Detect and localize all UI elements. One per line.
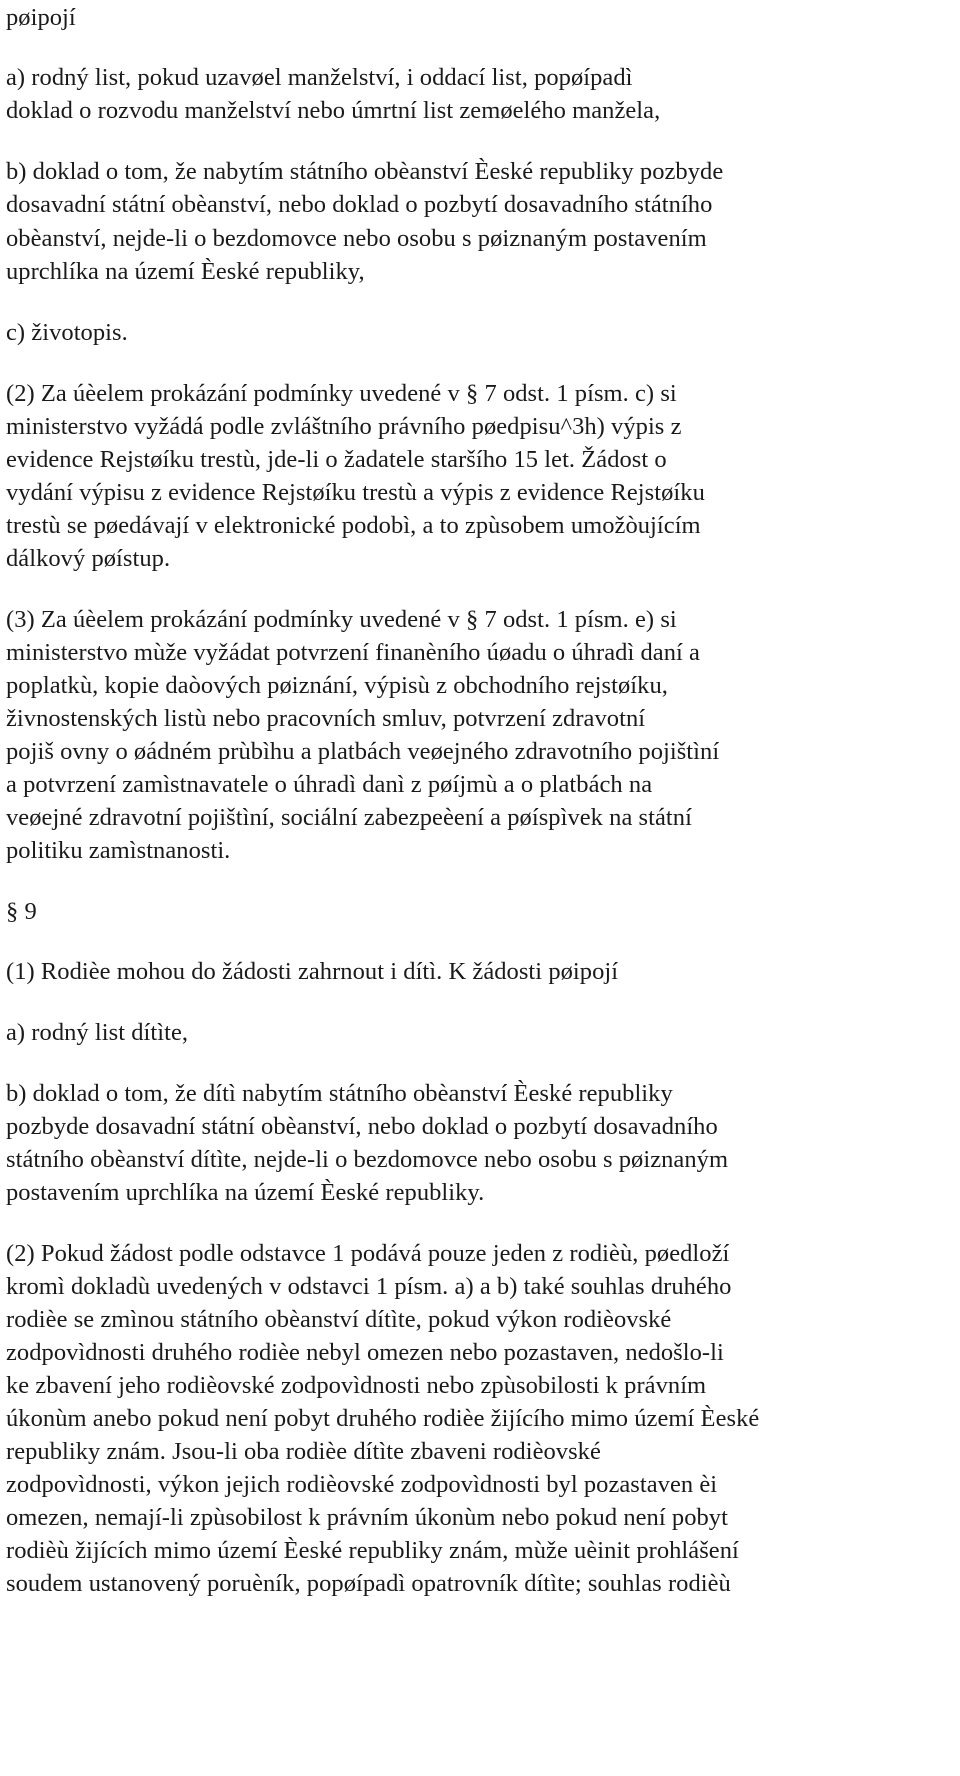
text-line: (3) Za úèelem prokázání podmínky uvedené v § 7 odst. 1 písm. e) si <box>6 606 677 633</box>
text-line: omezen, nemají-li zpùsobilost k právním úkonùm nebo pokud není pobyt <box>6 1504 728 1531</box>
text-line: doklad o rozvodu manželství nebo úmrtní list zemøelého manžela, <box>6 97 661 124</box>
text-line: (1) Rodièe mohou do žádosti zahrnout i dítì. K žádosti pøipojí <box>6 958 619 985</box>
text-line: úkonùm anebo pokud není pobyt druhého rodièe žijícího mimo území Èeské <box>6 1405 760 1432</box>
text-line: vydání výpisu z evidence Rejstøíku trestù a výpis z evidence Rejstøíku <box>6 479 705 506</box>
text-line: (2) Pokud žádost podle odstavce 1 podává pouze jeden z rodièù, pøedloží <box>6 1240 730 1267</box>
text-line: obèanství, nejde-li o bezdomovce nebo osobu s pøiznaným postavením <box>6 225 707 252</box>
text-line: ministerstvo vyžádá podle zvláštního právního pøedpisu^3h) výpis z <box>6 413 682 440</box>
text-line: a) rodný list dítìte, <box>6 1019 189 1046</box>
text-line: kromì dokladù uvedených v odstavci 1 písm. a) a b) také souhlas druhého <box>6 1273 732 1300</box>
text-line: pozbyde dosavadní státní obèanství, nebo doklad o pozbytí dosavadního <box>6 1113 718 1140</box>
text-line: evidence Rejstøíku trestù, jde-li o žadatele staršího 15 let. Žádost o <box>6 446 667 473</box>
text-line: rodièe se zmìnou státního obèanství dítìte, pokud výkon rodièovské <box>6 1306 672 1333</box>
text-line: živnostenských listù nebo pracovních smluv, potvrzení zdravotní <box>6 705 646 732</box>
text-line: uprchlíka na území Èeské republiky, <box>6 258 365 285</box>
text-line: ministerstvo mùže vyžádat potvrzení finanèního úøadu o úhradì daní a <box>6 639 700 666</box>
text-line: zodpovìdnosti, výkon jejich rodièovské zodpovìdnosti byl pozastaven èi <box>6 1471 718 1498</box>
text-line: dosavadní státní obèanství, nebo doklad o pozbytí dosavadního státního <box>6 191 713 218</box>
text-line: veøejné zdravotní pojištìní, sociální zabezpeèení a pøíspìvek na státní <box>6 804 692 831</box>
text-line: b) doklad o tom, že dítì nabytím státního obèanství Èeské republiky <box>6 1080 673 1107</box>
text-line: a) rodný list, pokud uzavøel manželství, i oddací list, popøípadì <box>6 64 633 91</box>
text-line: rodièù žijících mimo území Èeské republiky znám, mùže uèinit prohlášení <box>6 1537 739 1564</box>
text-line: trestù se pøedávají v elektronické podobì, a to zpùsobem umožòujícím <box>6 512 701 539</box>
text-line: republiky znám. Jsou-li oba rodièe dítìte zbaveni rodièovské <box>6 1438 601 1465</box>
text-line: a potvrzení zamìstnavatele o úhradì danì z pøíjmù a o platbách na <box>6 771 653 798</box>
text-line: pøipojí <box>6 4 76 31</box>
text-line: politiku zamìstnanosti. <box>6 837 231 864</box>
text-line: b) doklad o tom, že nabytím státního obèanství Èeské republiky pozbyde <box>6 158 724 185</box>
text-line: pojiš ovny o øádném prùbìhu a platbách veøejného zdravotního pojištìní <box>6 738 720 765</box>
section-heading: § 9 <box>6 898 37 925</box>
text-line: ke zbavení jeho rodièovské zodpovìdnosti nebo zpùsobilosti k právním <box>6 1372 707 1399</box>
text-line: c) životopis. <box>6 319 128 346</box>
text-line: dálkový pøístup. <box>6 545 171 572</box>
text-line: postavením uprchlíka na území Èeské republiky. <box>6 1179 485 1206</box>
text-line: soudem ustanovený poruèník, popøípadì opatrovník dítìte; souhlas rodièù <box>6 1570 731 1597</box>
text-line: státního obèanství dítìte, nejde-li o bezdomovce nebo osobu s pøiznaným <box>6 1146 729 1173</box>
text-line: zodpovìdnosti druhého rodièe nebyl omezen nebo pozastaven, nedošlo-li <box>6 1339 724 1366</box>
text-line: poplatkù, kopie daòových pøiznání, výpisù z obchodního rejstøíku, <box>6 672 668 699</box>
text-line: (2) Za úèelem prokázání podmínky uvedené v § 7 odst. 1 písm. c) si <box>6 380 677 407</box>
